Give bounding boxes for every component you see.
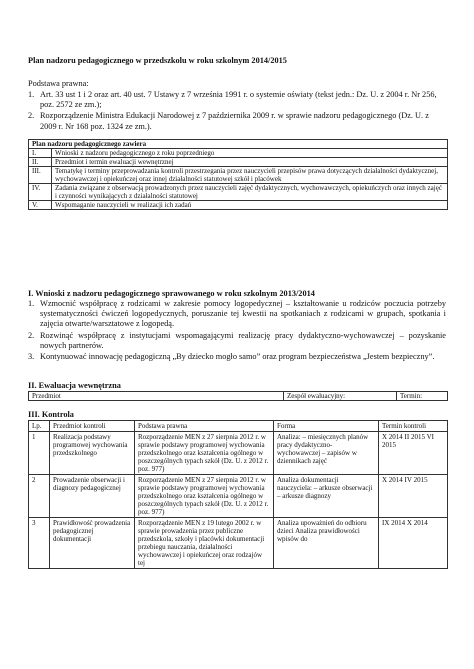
table-header-row [29, 421, 448, 432]
item-text: Rozwinąć współpracę z instytucjami wspomagającymi realizację pracy dydaktyczno-wychowawczej – pozyskanie nowych partnerów. [40, 330, 446, 350]
row-text: Wnioski z nadzoru pedagogicznego z roku poprzedniego [52, 149, 448, 158]
row-text: Wspomaganie nauczycieli w realizacji ich zadań [52, 201, 448, 210]
list-item [28, 352, 446, 362]
table-row [29, 149, 448, 158]
plan-table-header: Plan nadzoru pedagogicznego zawiera [29, 140, 448, 149]
column-header: Podstawa prawna [135, 421, 274, 432]
table-header-row [29, 392, 448, 401]
list-item [28, 299, 446, 330]
cell-term: IX 2014 X 2014 [379, 518, 448, 569]
cell-form: Analiza: – miesięcznych planów pracy dydaktyczno-wychowawczej – zapisów w dziennikach zajęć [274, 432, 379, 475]
item-text: Kontynuować innowację pedagogiczną „By dziecko mogło samo” oraz program bezpieczeństwa „Jestem bezpieczny”. [40, 352, 435, 362]
section-heading-control: III. Kontrola [28, 410, 74, 419]
item-number: 1. [28, 90, 35, 99]
cell-basis: Rozporządzenie MEN z 19 lutego 2002 r. w sprawie prowadzenia przez publiczne przedszkola, szkoły i placówki dokumentacji przebiegu nauczania, działalności wychowawczej i opiekuńczej oraz rodzajów tej [135, 518, 274, 569]
item-text: Wzmocnić współpracę z rodzicami w zakresie pomocy logopedycznej – kształtowanie u rodziców poczucia potrzeby systematyczności ćwiczeń logopedycznych, poruszanie tej kwestii na spotkaniach z rodzicami w grupach, spotkania i zajęcia otwarte/warsztatowe z logopedą. [40, 299, 446, 329]
legal-basis-heading: Podstawa prawna: [28, 79, 89, 88]
legal-basis-item [28, 111, 446, 131]
conclusions-list [28, 299, 446, 363]
section-heading-evaluation: II. Ewaluacja wewnętrzna [28, 381, 121, 390]
row-number: III. [29, 167, 52, 184]
column-header: Przedmiot [29, 392, 284, 401]
cell-lp: 1 [29, 432, 50, 475]
row-text: Zadania związane z obserwacją prowadzonych przez nauczycieli zajęć dydaktycznych, wychowawczych, opiekuńczych oraz innych zajęć i czynności wynikających z działalności statutowej [52, 184, 448, 201]
row-text: Tematykę i terminy przeprowadzania kontroli przestrzegania przez nauczycieli przepisów prawa dotyczących działalności dydaktycznej, wychowawczej i opiekuńczej oraz innej działalności statutowej szkół i placówek [52, 167, 448, 184]
row-text: Przedmiot i termin ewaluacji wewnętrznej [52, 158, 448, 167]
evaluation-table [28, 391, 448, 401]
column-header: Forma [274, 421, 379, 432]
item-number: 2. [28, 111, 35, 121]
cell-term: X 2014 II 2015 VI 2015 [379, 432, 448, 475]
item-number: 1. [28, 299, 35, 308]
item-text: Rozporządzenie Ministra Edukacji Narodowej z 7 października 2009 r. w sprawie nadzoru pedagogicznego (Dz. U. z 2009 r. Nr 168 poz. 1324 ze zm.). [40, 111, 429, 131]
control-table [28, 420, 448, 569]
table-row [29, 432, 448, 475]
cell-lp: 2 [29, 475, 50, 518]
column-header: Termin kontroli [379, 421, 448, 432]
table-row [29, 184, 448, 201]
row-number: V. [29, 201, 52, 210]
item-text: Art. 33 ust 1 i 2 oraz art. 40 ust. 7 Ustawy z 7 września 1991 r. o systemie oświaty (tekst jedn.: Dz. U. z 2004 r. Nr 256, poz. 2572 ze zm.); [40, 90, 437, 110]
table-row [29, 167, 448, 184]
list-item [28, 331, 446, 351]
row-number: II. [29, 158, 52, 167]
row-number: IV. [29, 184, 52, 201]
cell-lp: 3 [29, 518, 50, 569]
column-header: Zespół ewaluacyjny: [284, 392, 397, 401]
legal-basis-item [28, 90, 446, 110]
table-row [29, 158, 448, 167]
legal-basis-list [28, 90, 446, 133]
cell-subject: Prawidłowość prowadzenia pedagogicznej dokumentacji [50, 518, 135, 569]
column-header: Przedmiot kontroli [50, 421, 135, 432]
item-number: 3. [28, 352, 35, 362]
item-number: 2. [28, 330, 35, 340]
cell-basis: Rozporządzenie MEN z 27 sierpnia 2012 r. w sprawie podstawy programowej wychowania przedszkolnego oraz kształcenia ogólnego w poszczególnych typach szkół (Dz. U. z 2012 r. poz. 977) [135, 432, 274, 475]
row-number: I. [29, 149, 52, 158]
table-row [29, 201, 448, 210]
cell-term: X 2014 IV 2015 [379, 475, 448, 518]
table-row [29, 475, 448, 518]
column-header: Termin: [397, 392, 448, 401]
document-title: Plan nadzoru pedagogicznego w przedszkolu w roku szkolnym 2014/2015 [28, 56, 287, 65]
plan-contents-table [28, 139, 448, 210]
table-row [29, 518, 448, 569]
cell-basis: Rozporządzenie MEN z 27 sierpnia 2012 r. w sprawie podstawy programowej wychowania przedszkolnego oraz kształcenia ogólnego w poszczególnych typach szkół (Dz. U. z 2012 r. poz. 977) [135, 475, 274, 518]
cell-subject: Prowadzenie obserwacji i diagnozy pedagogicznej [50, 475, 135, 518]
column-header: Lp. [29, 421, 50, 432]
cell-form: Analiza upoważnień do odbioru dzieci Analiza prawidłowości wpisów do [274, 518, 379, 569]
cell-form: Analiza dokumentacji nauczyciela: – arkusze obserwacji – arkusze diagnozy [274, 475, 379, 518]
section-heading-conclusions: I. Wnioski z nadzoru pedagogicznego sprawowanego w roku szkolnym 2013/2014 [28, 289, 315, 298]
cell-subject: Realizacja podstawy programowej wychowania przedszkolnego [50, 432, 135, 475]
